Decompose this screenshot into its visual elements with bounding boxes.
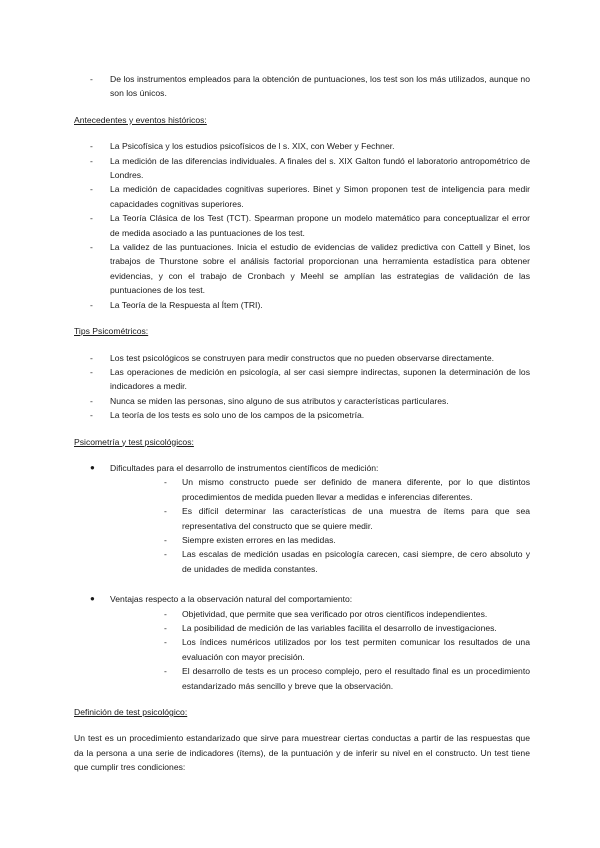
list-item-text: La teoría de los tests es solo uno de los campos de la psicometría.	[110, 410, 365, 421]
sub-list-item-text: Los índices numéricos utilizados por los test permiten comunicar los resultados de una evaluación con mayor precisión.	[182, 637, 530, 662]
list-item	[74, 182, 530, 211]
list-item	[74, 211, 530, 240]
dash-marker: -	[90, 155, 93, 166]
sub-list-item-text: Es difícil determinar las características de una muestra de ítems para que sea representativa del constructo que se quiere medir.	[182, 506, 530, 531]
sub-list-item	[110, 635, 530, 664]
heading-psicometria: Psicometría y test psicológicos:	[74, 436, 194, 447]
dash-marker: -	[90, 299, 93, 310]
list-item-text: Nunca se miden las personas, sino alguno de sus atributos y características particulares.	[110, 395, 449, 406]
list-item	[74, 365, 530, 394]
dash-marker: -	[90, 410, 93, 421]
list-item	[74, 298, 530, 312]
sub-list-item-text: El desarrollo de tests es un proceso complejo, pero el resultado final es un procedimiento estandarizado más sencillo y breve que la observación.	[182, 666, 530, 691]
list-item	[74, 139, 530, 153]
dash-marker: -	[164, 637, 167, 648]
sub-list-item	[110, 547, 530, 576]
sub-list-item	[110, 475, 530, 504]
list-item-text: La Teoría Clásica de los Test (TCT). Spearman propone un modelo matemático para conceptualizar el error de medida asociado a las puntuaciones de los test.	[110, 213, 530, 238]
list-item	[74, 351, 530, 365]
list-item-text: La Psicofísica y los estudios psicofísicos de l s. XIX, con Weber y Fechner.	[110, 141, 395, 152]
dash-marker: -	[90, 242, 93, 253]
sub-list-item-text: Las escalas de medición usadas en psicología carecen, casi siempre, de cero absoluto y de unidades de medida constantes.	[182, 549, 530, 574]
dash-marker: -	[164, 608, 167, 619]
sub-list	[110, 475, 530, 576]
intro-text: De los instrumentos empleados para la obtención de puntuaciones, los test son los más utilizados, aunque no son los únicos.	[110, 74, 530, 99]
sub-list-item	[110, 504, 530, 533]
list-item-text: La validez de las puntuaciones. Inicia el estudio de evidencias de validez predictiva con Cattell y Binet, los trabajos de Thurstone sobre el análisis factorial proporcionan una herramienta estadística para obtener evidencias, y con el trabajo de Cronbach y Meehl se amplían las estrategias de validación de las puntuaciones de los test.	[110, 242, 530, 296]
bullet-marker: ●	[90, 594, 95, 604]
bullet-marker: ●	[90, 462, 95, 472]
sub-list-item	[110, 533, 530, 547]
dash-marker: -	[164, 534, 167, 545]
sub-list-item	[110, 621, 530, 635]
bullet-group	[74, 461, 530, 576]
dash-marker: -	[90, 213, 93, 224]
list-item	[74, 394, 530, 408]
tips-list	[74, 351, 530, 423]
list-item	[74, 240, 530, 298]
antecedentes-list	[74, 139, 530, 312]
dash-marker: -	[164, 666, 167, 677]
definicion-paragraph: Un test es un procedimiento estandarizado que sirve para muestrear ciertas conductas a partir de las respuestas que da la persona a una serie de indicadores (ítems), de la puntuación y de inferir su nivel en el constructo. Un test tiene que cumplir tres condiciones:	[74, 733, 530, 773]
bullet-group	[74, 592, 530, 693]
list-item-text: La medición de capacidades cognitivas superiores. Binet y Simon proponen test de inteligencia para medir capacidades cognitivas superiores.	[110, 184, 530, 209]
dash-marker: -	[90, 366, 93, 377]
heading-tips: Tips Psicométricos:	[74, 326, 149, 337]
heading-antecedentes: Antecedentes y eventos históricos:	[74, 114, 207, 125]
dash-marker: -	[90, 352, 93, 363]
dash-marker: -	[164, 623, 167, 633]
sub-list-item	[110, 607, 530, 621]
sub-list-item-text: Objetividad, que permite que sea verificado por otros científicos independientes.	[182, 608, 488, 619]
dash-marker: -	[164, 506, 167, 517]
heading-definicion: Definición de test psicológico:	[74, 707, 188, 718]
intro-item	[74, 72, 530, 101]
sub-list-item-text: Siempre existen errores en las medidas.	[182, 534, 336, 545]
dash-marker: -	[90, 395, 93, 406]
bullet-group-label: Dificultades para el desarrollo de instrumentos científicos de medición:	[110, 462, 379, 473]
sub-list-item-text: Un mismo constructo puede ser definido de manera diferente, por lo que distintos procedimientos de medida pueden llevar a medidas e inferencias diferentes.	[182, 477, 530, 502]
sub-list-item	[110, 664, 530, 693]
dash-marker: -	[164, 477, 167, 488]
list-item-text: Las operaciones de medición en psicología, al ser casi siempre indirectas, suponen la determinación de los indicadores a medir.	[110, 366, 530, 392]
list-item-text: La Teoría de la Respuesta al Ítem (TRI).	[110, 299, 263, 310]
list-item-text: Los test psicológicos se construyen para medir constructos que no pueden observarse directamente.	[110, 352, 495, 363]
sub-list-item-text: La posibilidad de medición de las variables facilita el desarrollo de investigaciones.	[182, 623, 497, 633]
list-item-text: La medición de las diferencias individuales. A finales del s. XIX Galton fundó el laboratorio antropométrico de Londres.	[110, 155, 530, 181]
psicometria-groups	[74, 461, 530, 693]
sub-list	[110, 607, 530, 693]
dash-marker: -	[90, 74, 93, 84]
intro-list	[74, 72, 530, 101]
dash-marker: -	[164, 549, 167, 560]
dash-marker: -	[90, 141, 93, 152]
list-item	[74, 408, 530, 422]
dash-marker: -	[90, 184, 93, 195]
group-spacer	[74, 576, 530, 592]
list-item	[74, 154, 530, 183]
bullet-group-label: Ventajas respecto a la observación natural del comportamiento:	[110, 594, 353, 605]
